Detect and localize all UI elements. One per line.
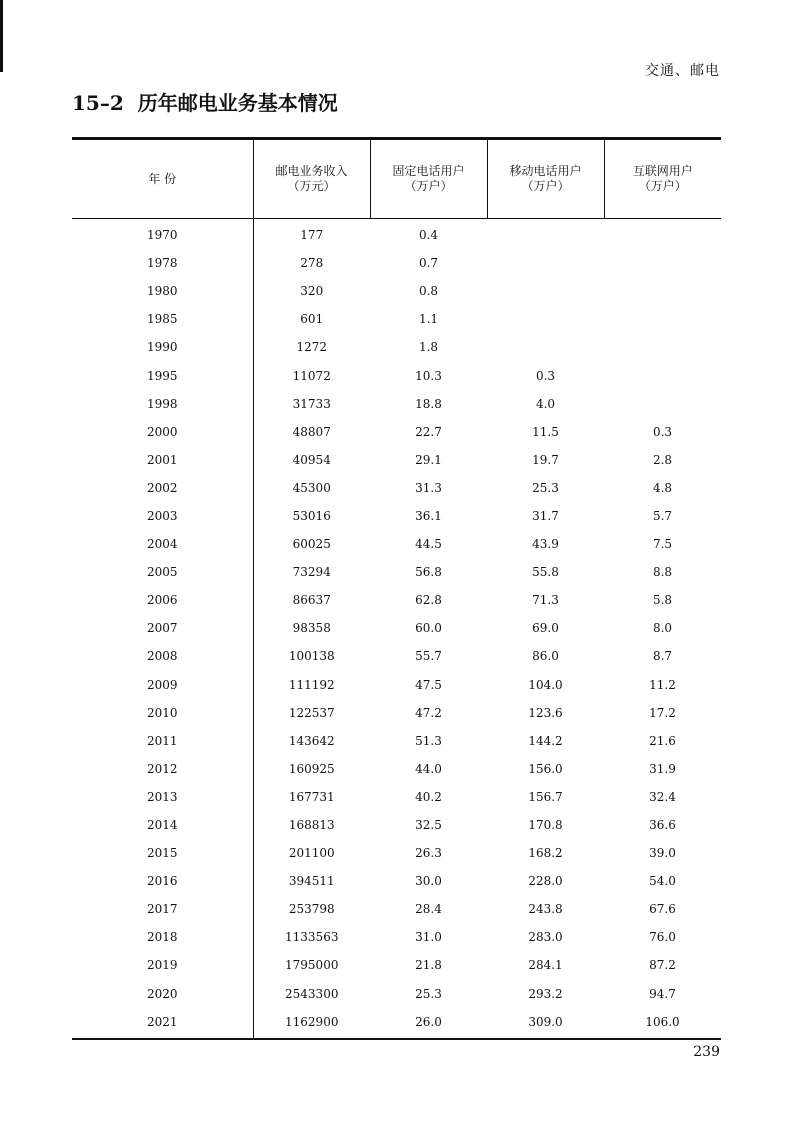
table-row [72, 980, 721, 1008]
table-row [72, 530, 721, 558]
table-row [72, 558, 721, 586]
internet-cell: 67.6 [649, 902, 676, 917]
fixed-phone-cell: 0.4 [418, 228, 439, 243]
internet-cell [604, 390, 721, 418]
mobile-phone-cell: 123.6 [528, 705, 563, 720]
column-header-revenue [253, 139, 370, 219]
column-label: 年 份 [148, 171, 177, 186]
year-cell: 2019 [72, 951, 253, 979]
column-unit: （万户） [521, 179, 570, 193]
fixed-phone-cell: 31.3 [415, 480, 442, 495]
revenue-cell: 11072 [292, 368, 331, 383]
column-unit: （万户） [404, 179, 453, 193]
mobile-phone-cell: 71.3 [532, 593, 559, 608]
internet-cell [604, 249, 721, 277]
table-row [72, 923, 721, 951]
mobile-phone-cell: 11.5 [532, 424, 559, 439]
mobile-phone-cell: 168.2 [528, 846, 563, 861]
left-margin-rule [0, 0, 3, 72]
year-cell: 2010 [72, 699, 253, 727]
fixed-phone-cell: 51.3 [415, 733, 442, 748]
table-row [72, 699, 721, 727]
revenue-cell: 48807 [292, 424, 331, 439]
mobile-phone-cell: 19.7 [532, 452, 559, 467]
fixed-phone-cell: 55.7 [415, 649, 442, 664]
year-cell: 2009 [72, 671, 253, 699]
year-cell: 2018 [72, 923, 253, 951]
revenue-cell: 394511 [288, 874, 335, 889]
table-row [72, 895, 721, 923]
fixed-phone-cell: 62.8 [415, 593, 442, 608]
fixed-phone-cell: 1.1 [418, 312, 439, 327]
table-row [72, 867, 721, 895]
revenue-cell: 320 [300, 284, 324, 299]
internet-cell [604, 361, 721, 389]
year-cell: 2021 [72, 1008, 253, 1039]
year-cell: 2014 [72, 811, 253, 839]
internet-cell [604, 333, 721, 361]
mobile-phone-cell: 293.2 [528, 986, 563, 1001]
fixed-phone-cell: 1.8 [418, 340, 439, 355]
column-label: 邮电业务收入 [275, 164, 348, 178]
year-cell: 1985 [72, 305, 253, 333]
internet-cell: 4.8 [652, 480, 673, 495]
internet-cell: 31.9 [649, 761, 676, 776]
internet-cell: 106.0 [645, 1014, 680, 1029]
mobile-phone-cell [487, 305, 604, 333]
column-header-internet [604, 139, 721, 219]
internet-cell: 17.2 [649, 705, 676, 720]
page-title [72, 87, 338, 116]
column-header-fixed-phone [370, 139, 487, 219]
internet-cell: 94.7 [649, 986, 676, 1001]
revenue-cell: 160925 [288, 761, 335, 776]
year-cell: 1978 [72, 249, 253, 277]
internet-cell: 8.7 [652, 649, 673, 664]
mobile-phone-cell: 104.0 [528, 677, 563, 692]
revenue-cell: 177 [300, 228, 324, 243]
fixed-phone-cell: 26.3 [415, 846, 442, 861]
internet-cell: 39.0 [649, 846, 676, 861]
section-header: 交通、邮电 [645, 63, 720, 79]
table-row [72, 418, 721, 446]
table-row [72, 502, 721, 530]
table-row [72, 614, 721, 642]
mobile-phone-cell: 283.0 [528, 930, 563, 945]
fixed-phone-cell: 56.8 [415, 565, 442, 580]
fixed-phone-cell: 22.7 [415, 424, 442, 439]
year-cell: 2007 [72, 614, 253, 642]
internet-cell: 76.0 [649, 930, 676, 945]
revenue-cell: 73294 [292, 565, 331, 580]
internet-cell: 5.7 [652, 508, 673, 523]
header-row [72, 139, 721, 219]
table-body [72, 219, 721, 1039]
column-header-year [72, 139, 253, 219]
mobile-phone-cell: 31.7 [532, 508, 559, 523]
year-cell: 2013 [72, 783, 253, 811]
revenue-cell: 40954 [292, 452, 331, 467]
revenue-cell: 122537 [288, 705, 335, 720]
table-header [72, 139, 721, 219]
fixed-phone-cell: 10.3 [415, 368, 442, 383]
year-cell: 2016 [72, 867, 253, 895]
mobile-phone-cell: 170.8 [528, 818, 563, 833]
data-table-container [72, 137, 721, 1040]
mobile-phone-cell: 43.9 [532, 537, 559, 552]
internet-cell: 5.8 [652, 593, 673, 608]
year-cell: 2017 [72, 895, 253, 923]
mobile-phone-cell: 0.3 [535, 368, 556, 383]
table-row [72, 446, 721, 474]
revenue-cell: 31733 [292, 396, 331, 411]
revenue-cell: 1162900 [285, 1014, 339, 1029]
year-cell: 2002 [72, 474, 253, 502]
data-table [72, 137, 721, 1040]
year-cell: 2020 [72, 980, 253, 1008]
table-row [72, 811, 721, 839]
internet-cell: 87.2 [649, 958, 676, 973]
revenue-cell: 1795000 [285, 958, 339, 973]
table-row [72, 249, 721, 277]
internet-cell: 54.0 [649, 874, 676, 889]
table-row [72, 305, 721, 333]
internet-cell: 21.6 [649, 733, 676, 748]
mobile-phone-cell: 144.2 [528, 733, 563, 748]
mobile-phone-cell: 228.0 [528, 874, 563, 889]
fixed-phone-cell: 21.8 [415, 958, 442, 973]
mobile-phone-cell: 243.8 [528, 902, 563, 917]
internet-cell: 11.2 [649, 677, 676, 692]
year-cell: 2015 [72, 839, 253, 867]
internet-cell [604, 277, 721, 305]
year-cell: 2005 [72, 558, 253, 586]
fixed-phone-cell: 36.1 [415, 508, 442, 523]
mobile-phone-cell [487, 277, 604, 305]
revenue-cell: 167731 [288, 789, 335, 804]
internet-cell: 0.3 [652, 424, 673, 439]
revenue-cell: 201100 [288, 846, 335, 861]
mobile-phone-cell: 284.1 [528, 958, 563, 973]
revenue-cell: 278 [300, 256, 324, 271]
revenue-cell: 53016 [292, 508, 331, 523]
mobile-phone-cell: 4.0 [535, 396, 556, 411]
mobile-phone-cell: 69.0 [532, 621, 559, 636]
internet-cell: 36.6 [649, 818, 676, 833]
table-number: 15–2 [72, 91, 124, 115]
year-cell: 1970 [72, 219, 253, 250]
fixed-phone-cell: 60.0 [415, 621, 442, 636]
mobile-phone-cell: 86.0 [532, 649, 559, 664]
column-label: 互联网用户 [632, 164, 693, 178]
internet-cell: 32.4 [649, 789, 676, 804]
revenue-cell: 601 [300, 312, 324, 327]
internet-cell: 8.0 [652, 621, 673, 636]
table-row [72, 671, 721, 699]
mobile-phone-cell: 55.8 [532, 565, 559, 580]
fixed-phone-cell: 18.8 [415, 396, 442, 411]
fixed-phone-cell: 30.0 [415, 874, 442, 889]
fixed-phone-cell: 29.1 [415, 452, 442, 467]
revenue-cell: 98358 [292, 621, 331, 636]
table-row [72, 277, 721, 305]
year-cell: 1980 [72, 277, 253, 305]
year-cell: 1998 [72, 390, 253, 418]
year-cell: 2003 [72, 502, 253, 530]
mobile-phone-cell [487, 249, 604, 277]
mobile-phone-cell [487, 219, 604, 250]
table-row [72, 951, 721, 979]
table-title: 历年邮电业务基本情况 [137, 91, 338, 115]
fixed-phone-cell: 40.2 [415, 789, 442, 804]
fixed-phone-cell: 32.5 [415, 818, 442, 833]
table-row [72, 474, 721, 502]
table-row [72, 839, 721, 867]
internet-cell: 2.8 [652, 452, 673, 467]
revenue-cell: 60025 [292, 537, 331, 552]
fixed-phone-cell: 47.2 [415, 705, 442, 720]
column-unit: （万户） [638, 179, 687, 193]
revenue-cell: 111192 [288, 677, 335, 692]
mobile-phone-cell [487, 333, 604, 361]
year-cell: 1990 [72, 333, 253, 361]
internet-cell [604, 219, 721, 250]
table-row [72, 783, 721, 811]
revenue-cell: 86637 [292, 593, 331, 608]
internet-cell: 7.5 [652, 537, 673, 552]
fixed-phone-cell: 31.0 [415, 930, 442, 945]
revenue-cell: 143642 [288, 733, 335, 748]
revenue-cell: 2543300 [285, 986, 339, 1001]
page-number: 239 [693, 1044, 720, 1060]
year-cell: 2006 [72, 586, 253, 614]
fixed-phone-cell: 25.3 [415, 986, 442, 1001]
fixed-phone-cell: 47.5 [415, 677, 442, 692]
column-label: 固定电话用户 [392, 164, 465, 178]
year-cell: 2001 [72, 446, 253, 474]
mobile-phone-cell: 25.3 [532, 480, 559, 495]
year-cell: 2000 [72, 418, 253, 446]
year-cell: 2004 [72, 530, 253, 558]
year-cell: 2012 [72, 755, 253, 783]
fixed-phone-cell: 0.7 [418, 256, 439, 271]
revenue-cell: 100138 [288, 649, 335, 664]
column-label: 移动电话用户 [509, 164, 582, 178]
table-row [72, 642, 721, 670]
table-row [72, 586, 721, 614]
revenue-cell: 168813 [288, 818, 335, 833]
table-row [72, 390, 721, 418]
year-cell: 2011 [72, 727, 253, 755]
revenue-cell: 45300 [292, 480, 331, 495]
year-cell: 1995 [72, 361, 253, 389]
column-header-mobile-phone [487, 139, 604, 219]
fixed-phone-cell: 26.0 [415, 1014, 442, 1029]
fixed-phone-cell: 44.5 [415, 537, 442, 552]
fixed-phone-cell: 44.0 [415, 761, 442, 776]
fixed-phone-cell: 28.4 [415, 902, 442, 917]
column-unit: （万元） [287, 179, 336, 193]
revenue-cell: 1133563 [285, 930, 339, 945]
table-row [72, 755, 721, 783]
internet-cell: 8.8 [652, 565, 673, 580]
table-row [72, 1008, 721, 1039]
revenue-cell: 1272 [296, 340, 328, 355]
year-cell: 2008 [72, 642, 253, 670]
table-row [72, 361, 721, 389]
fixed-phone-cell: 0.8 [418, 284, 439, 299]
table-row [72, 333, 721, 361]
mobile-phone-cell: 156.7 [528, 789, 563, 804]
internet-cell [604, 305, 721, 333]
revenue-cell: 253798 [288, 902, 335, 917]
mobile-phone-cell: 309.0 [528, 1014, 563, 1029]
table-row [72, 727, 721, 755]
mobile-phone-cell: 156.0 [528, 761, 563, 776]
table-row [72, 219, 721, 250]
